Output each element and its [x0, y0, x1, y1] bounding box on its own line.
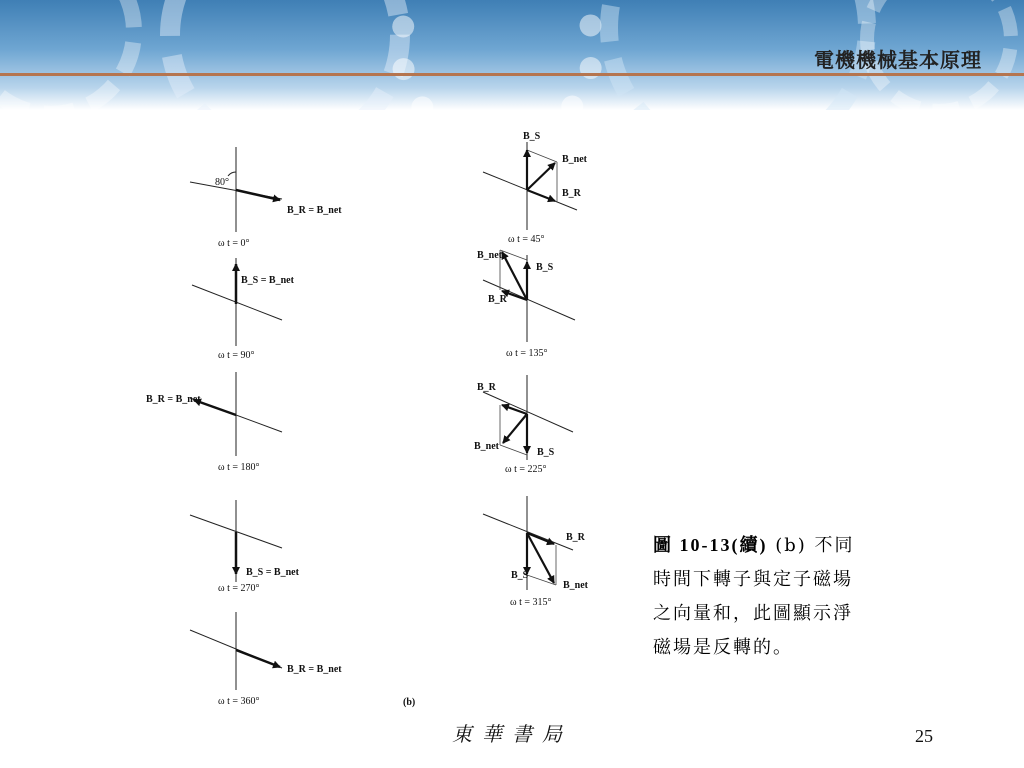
panel-label: (b): [403, 697, 416, 708]
vector-label: B_net: [562, 154, 587, 165]
page-number: 25: [915, 726, 933, 746]
vector-label: B_S = B_net: [241, 275, 294, 286]
vector-label: B_S = B_net: [246, 567, 299, 578]
time-label: ω t = 225°: [505, 464, 547, 475]
time-label: ω t = 270°: [218, 583, 260, 594]
vector-label: B_R: [566, 532, 585, 543]
time-label: ω t = 0°: [218, 238, 250, 249]
figure-part: (b): [775, 535, 807, 556]
diagram-wt-270: [190, 500, 300, 594]
time-label: ω t = 90°: [218, 350, 255, 361]
time-label: ω t = 45°: [508, 234, 545, 245]
vector-label: B_R: [477, 382, 496, 393]
diagram-wt-315: [483, 496, 589, 608]
caption-text: 不同時間下轉子與定子磁場之向量和，此圖顯示淨磁場是反轉的。: [653, 535, 855, 658]
vector-label: B_R: [488, 294, 507, 305]
vector-label: B_R = B_net: [287, 205, 342, 216]
diagram-wt-45: [483, 131, 588, 245]
vector-label: B_S: [536, 262, 554, 273]
vector-label: B_net: [477, 250, 502, 261]
diagram-wt-135: [477, 250, 575, 359]
diagram-wt-0: [190, 147, 342, 249]
vector-label: B_R: [562, 188, 581, 199]
diagram-wt-180: [146, 372, 282, 473]
diagram-wt-225: [474, 375, 573, 475]
vector-label: B_S: [511, 570, 529, 581]
vector-label: B_S: [537, 447, 555, 458]
publisher-name: 東華書局: [452, 722, 572, 746]
vector-label: B_R = B_net: [146, 394, 201, 405]
time-label: ω t = 135°: [506, 348, 548, 359]
figure-caption: [653, 528, 863, 665]
figure-number: 圖 10-13(續): [653, 535, 768, 555]
vector-label: B_S: [523, 131, 541, 142]
diagram-wt-90: [192, 258, 295, 361]
header-title: 電機機械基本原理: [814, 48, 982, 72]
vector-label: B_R = B_net: [287, 664, 342, 675]
angle-label: 80°: [215, 177, 229, 188]
vector-label: B_net: [474, 441, 499, 452]
diagram-wt-360: [190, 612, 342, 707]
time-label: ω t = 315°: [510, 597, 552, 608]
vector-label: B_net: [563, 580, 588, 591]
time-label: ω t = 360°: [218, 696, 260, 707]
time-label: ω t = 180°: [218, 462, 260, 473]
